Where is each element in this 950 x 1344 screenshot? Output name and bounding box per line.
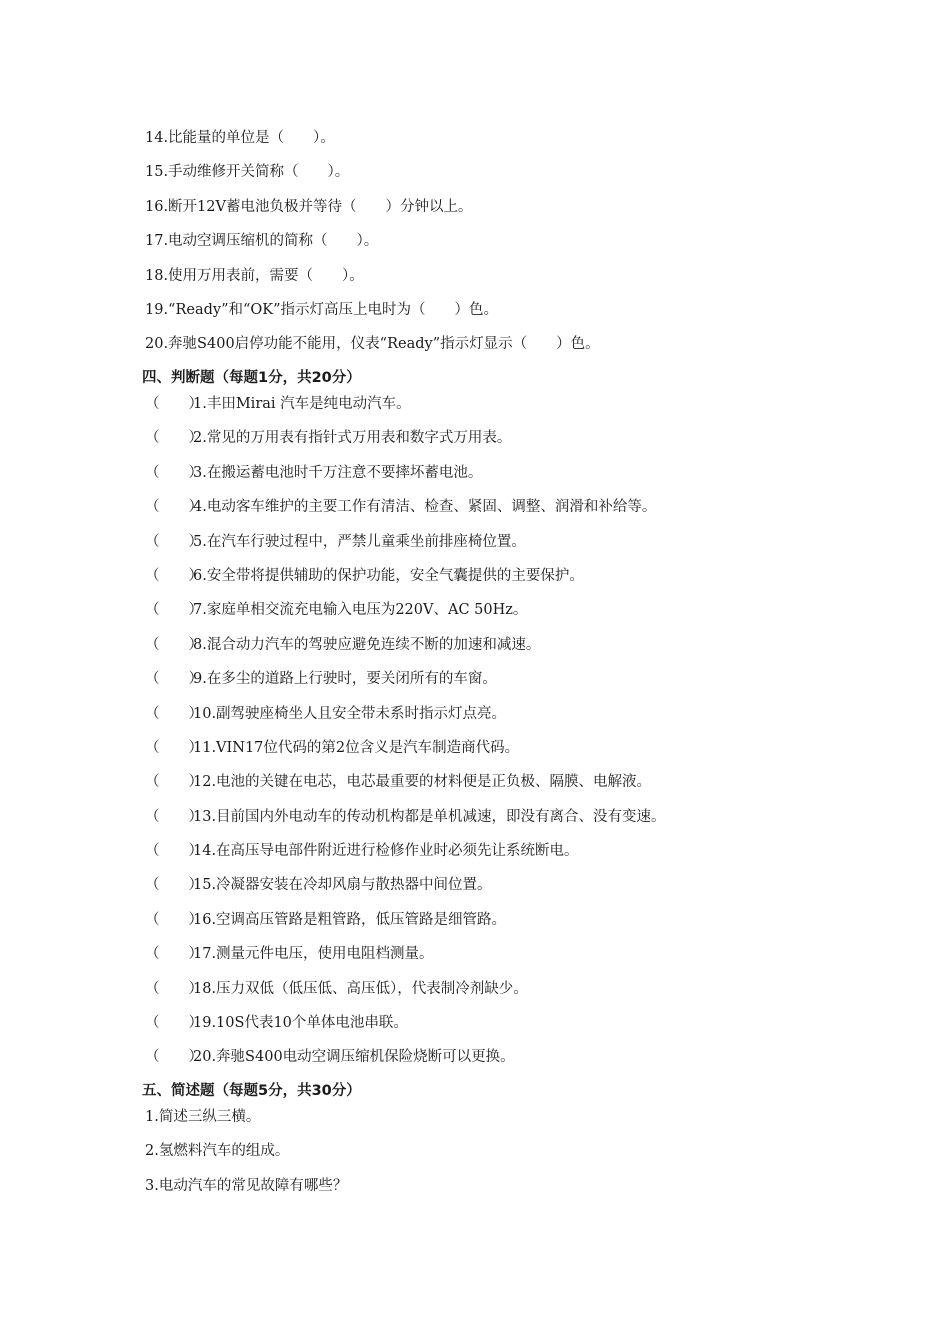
answer-blank[interactable]: （ ）	[145, 808, 203, 825]
true-false-item	[145, 834, 890, 868]
section-heading-true-false: 四、判断题（每题1分，共20分）	[142, 370, 361, 386]
fill-question-20: 20.奔驰S400启停功能不能用，仪表“Ready”指示灯显示（ ）色。	[145, 336, 600, 353]
true-false-item	[145, 697, 890, 731]
answer-blank[interactable]: （ ）	[145, 567, 203, 584]
statement-text: 14.在高压导电部件附近进行检修作业时必须先让系统断电。	[193, 843, 579, 860]
true-false-item	[145, 731, 890, 765]
statement-text: 4.电动客车维护的主要工作有清洁、检查、紧固、调整、润滑和补给等。	[193, 499, 657, 516]
statement-text: 20.奔驰S400电动空调压缩机保险烧断可以更换。	[193, 1049, 515, 1066]
short-question-3: 3.电动汽车的常见故障有哪些？	[145, 1177, 348, 1194]
short-question-2: 2.氢燃料汽车的组成。	[145, 1143, 290, 1160]
answer-blank[interactable]: （ ）	[145, 464, 203, 481]
answer-blank[interactable]: （ ）	[145, 946, 203, 963]
statement-text: 9.在多尘的道路上行驶时，要关闭所有的车窗。	[193, 671, 497, 688]
true-false-item	[145, 765, 890, 799]
answer-blank[interactable]: （ ）	[145, 430, 203, 447]
true-false-item	[145, 559, 890, 593]
true-false-item	[145, 868, 890, 902]
fill-question-17: 17.电动空调压缩机的简称（ ）。	[145, 233, 379, 250]
section-heading-short-answer: 五、简述题（每题5分，共30分）	[142, 1083, 361, 1099]
true-false-item	[145, 972, 890, 1006]
answer-blank[interactable]: （ ）	[145, 533, 203, 550]
true-false-item	[145, 662, 890, 696]
statement-text: 8.混合动力汽车的驾驶应避免连续不断的加速和减速。	[193, 636, 541, 653]
true-false-list	[145, 387, 890, 1075]
fill-question-16: 16.断开12V蓄电池负极并等待（ ）分钟以上。	[145, 198, 473, 215]
answer-blank[interactable]: （ ）	[145, 774, 203, 791]
fill-question-15: 15.手动维修开关简称（ ）。	[145, 164, 350, 181]
true-false-item	[145, 456, 890, 490]
answer-blank[interactable]: （ ）	[145, 843, 203, 860]
short-question-1: 1.简述三纵三横。	[145, 1109, 261, 1125]
statement-text: 11.VIN17位代码的第2位含义是汽车制造商代码。	[193, 739, 520, 756]
true-false-item	[145, 628, 890, 662]
answer-blank[interactable]: （ ）	[145, 877, 203, 894]
answer-blank[interactable]: （ ）	[145, 1049, 203, 1066]
statement-text: 10.副驾驶座椅坐人且安全带未系时指示灯点亮。	[193, 705, 507, 722]
answer-blank[interactable]: （ ）	[145, 396, 203, 412]
true-false-item	[145, 1040, 890, 1074]
fill-question-18: 18.使用万用表前，需要（ ）。	[145, 267, 364, 284]
answer-blank[interactable]: （ ）	[145, 499, 203, 516]
fill-in-section	[145, 121, 890, 362]
answer-blank[interactable]: （ ）	[145, 602, 203, 619]
fill-question-14: 14.比能量的单位是（ ）。	[145, 130, 335, 146]
short-answer-section	[142, 1082, 890, 1203]
true-false-item	[145, 387, 890, 421]
statement-text: 12.电池的关键在电芯，电芯最重要的材料便是正负极、隔膜、电解液。	[193, 774, 652, 791]
answer-blank[interactable]: （ ）	[145, 980, 203, 997]
statement-text: 3.在搬运蓄电池时千万注意不要摔坏蓄电池。	[193, 464, 483, 481]
answer-blank[interactable]: （ ）	[145, 671, 203, 688]
answer-blank[interactable]: （ ）	[145, 739, 203, 756]
statement-text: 19.10S代表10个单体电池串联。	[193, 1015, 408, 1032]
fill-question-19: 19.“Ready”和“OK”指示灯高压上电时为（ ）色。	[145, 301, 499, 318]
true-false-item	[145, 525, 890, 559]
statement-text: 13.目前国内外电动车的传动机构都是单机减速，即没有离合、没有变速。	[193, 808, 666, 825]
true-false-item	[145, 421, 890, 455]
true-false-section	[142, 370, 890, 1075]
statement-text: 16.空调高压管路是粗管路，低压管路是细管路。	[193, 911, 507, 928]
answer-blank[interactable]: （ ）	[145, 705, 203, 722]
answer-blank[interactable]: （ ）	[145, 1015, 203, 1032]
statement-text: 2.常见的万用表有指针式万用表和数字式万用表。	[193, 430, 512, 447]
true-false-item	[145, 800, 890, 834]
statement-text: 17.测量元件电压，使用电阻档测量。	[193, 946, 434, 963]
statement-text: 6.安全带将提供辅助的保护功能，安全气囊提供的主要保护。	[193, 567, 584, 584]
statement-text: 15.冷凝器安装在冷却风扇与散热器中间位置。	[193, 877, 492, 894]
true-false-item	[145, 490, 890, 524]
true-false-item	[145, 937, 890, 971]
statement-text: 18.压力双低（低压低、高压低），代表制冷剂缺少。	[193, 980, 528, 997]
statement-text: 1.丰田Mirai 汽车是纯电动汽车。	[193, 396, 411, 412]
true-false-item	[145, 593, 890, 627]
true-false-item	[145, 1006, 890, 1040]
true-false-item	[145, 903, 890, 937]
answer-blank[interactable]: （ ）	[145, 636, 203, 653]
statement-text: 7.家庭单相交流充电输入电压为220V、AC 50Hz。	[193, 602, 528, 619]
answer-blank[interactable]: （ ）	[145, 911, 203, 928]
statement-text: 5.在汽车行驶过程中，严禁儿童乘坐前排座椅位置。	[193, 533, 526, 550]
